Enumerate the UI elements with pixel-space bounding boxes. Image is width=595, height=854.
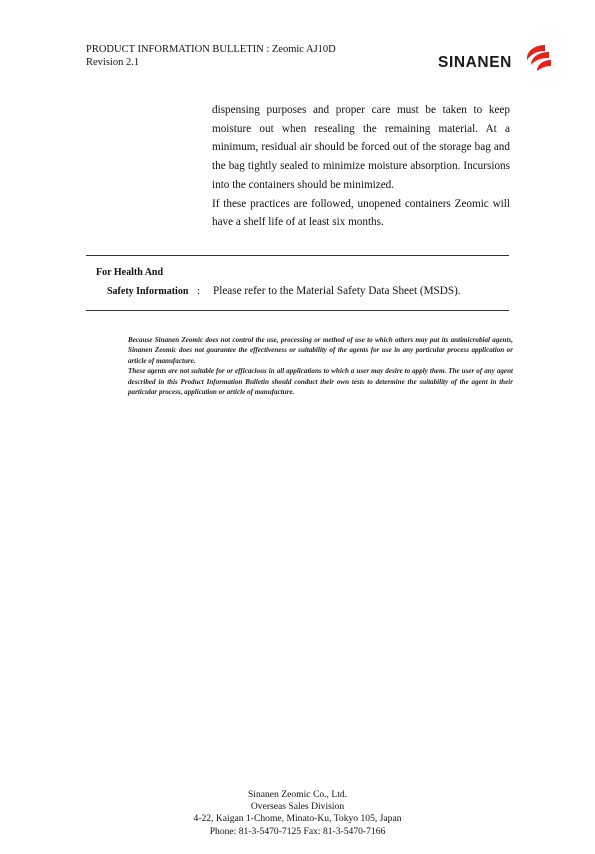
footer-company: Sinanen Zeomic Co., Ltd.: [247, 789, 348, 800]
health-safety-label-line1: For Health And: [96, 267, 164, 278]
health-safety-value: Please refer to the Material Safety Data Sheet (MSDS).: [213, 285, 461, 297]
disclaimer-paragraph-2: These agents are not suitable for or efficacious in all applications to which a user may desire to apply them. The user of any agent described in this Product Information Bulletin should conduct their own tests to determine the suitability of the agent in their particular process, application or article of manufacture.: [128, 367, 513, 397]
flame-icon: [523, 42, 553, 74]
divider-bottom: [86, 310, 509, 311]
disclaimer-paragraph-1: Because Sinanen Zeomic does not control the use, processing or method of use to which others may put its antimicrobial agents, Sinanen Zeomic does not guarantee the effectiveness or suitability of the agents for use in any particular process application or article of manufacture.: [128, 336, 513, 365]
company-footer: [0, 789, 595, 838]
disclaimer: [128, 335, 513, 397]
footer-address: 4-22, Kaigan 1-Chome, Minato-Ku, Tokyo 105, Japan: [193, 813, 402, 825]
divider-top: [86, 255, 509, 256]
sinanen-logo: [436, 42, 556, 76]
shelf-life-paragraph: If these practices are followed, unopened containers Zeomic will have a shelf life of at least six months.: [212, 197, 510, 229]
footer-phone: Phone: 81-3-5470-7125 Fax: 81-3-5470-7166: [209, 825, 386, 837]
storage-instructions: [212, 101, 510, 232]
health-safety-label-line2: Safety Information: [107, 286, 189, 297]
storage-paragraph: dispensing purposes and proper care must be taken to keep moisture out when resealing the remaining material. At a minimum, residual air should be forced out of the storage bag and the bag tightly sealed to minimize moisture absorption. Incursions into the containers should be minimized.: [212, 104, 510, 191]
revision-label: Revision 2.1: [86, 56, 140, 68]
logo-wordmark: SINANEN: [438, 54, 512, 71]
bulletin-title: PRODUCT INFORMATION BULLETIN : Zeomic AJ10D: [86, 44, 336, 55]
label-colon: :: [197, 286, 200, 297]
footer-division: Overseas Sales Division: [250, 801, 345, 813]
document-header: [86, 44, 336, 69]
